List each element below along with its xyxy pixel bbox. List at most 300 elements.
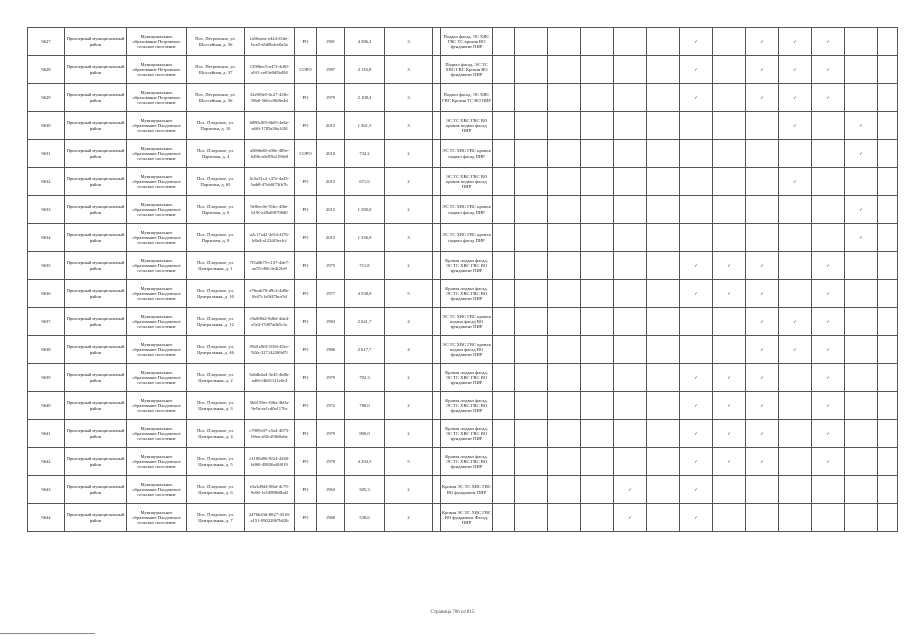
area-cell: 671,6 xyxy=(345,168,385,196)
district-cell: Приозерный муниципальный район xyxy=(65,476,127,504)
table-row xyxy=(28,420,898,448)
floors-cell: 4 xyxy=(385,336,433,364)
area-cell: 538,6 xyxy=(345,504,385,532)
district-cell: Приозерный муниципальный район xyxy=(65,28,127,56)
empty-check-cell xyxy=(614,420,647,448)
empty-check-cell xyxy=(581,280,614,308)
type-cell: РО xyxy=(295,224,317,252)
empty-check-cell xyxy=(878,224,898,252)
district-cell: Приозерный муниципальный район xyxy=(65,420,127,448)
year-cell: 1975 xyxy=(317,252,345,280)
empty-check-cell xyxy=(515,84,548,112)
empty-check-cell xyxy=(515,392,548,420)
empty-check-cell xyxy=(713,504,746,532)
empty-check-cell xyxy=(647,308,680,336)
row-number: 9640 xyxy=(28,392,65,420)
spacer-cell xyxy=(433,140,441,168)
area-cell: 2 617,7 xyxy=(345,336,385,364)
type-cell: РО xyxy=(295,168,317,196)
empty-check-cell xyxy=(515,364,548,392)
empty-check-cell xyxy=(845,280,878,308)
table-row xyxy=(28,504,898,532)
district-cell: Приозерный муниципальный район xyxy=(65,140,127,168)
empty-check-cell xyxy=(515,308,548,336)
area-cell: 1 361,5 xyxy=(345,112,385,140)
spacer-cell xyxy=(433,168,441,196)
checkmark-cell: ✓ xyxy=(680,392,713,420)
floors-cell: 2 xyxy=(385,252,433,280)
checkmark-cell: ✓ xyxy=(779,28,812,56)
empty-check-cell xyxy=(647,112,680,140)
empty-check-cell xyxy=(746,140,779,168)
work-types-cell: Кровля ЭС ТС ХВС ГВС ВО фундамент Фасад, ПИР xyxy=(441,504,493,532)
table-row xyxy=(28,28,898,56)
empty-check-cell xyxy=(647,504,680,532)
spacer-cell xyxy=(433,448,441,476)
house-id-cell: e76cab70-d9c2-4d8e-8e47c1a9f47bce5d xyxy=(245,280,295,308)
owner-cell: Муниципальное образование Плодовское сельское поселение xyxy=(127,448,187,476)
work-types-cell: Подвал фасад, ЭС ХВС ГВС Кровля ТС ВО ПИР xyxy=(441,84,493,112)
checkmark-cell: ✓ xyxy=(779,168,812,196)
floors-cell: 2 xyxy=(385,196,433,224)
address-cell: Пос. Плодовое, ул. Центральная, д. 6 xyxy=(187,476,245,504)
empty-check-cell xyxy=(680,336,713,364)
checkmark-cell: ✓ xyxy=(746,448,779,476)
empty-check-cell xyxy=(647,420,680,448)
empty-check-cell xyxy=(647,364,680,392)
spacer-cell xyxy=(433,196,441,224)
empty-check-cell xyxy=(493,84,515,112)
owner-cell: Муниципальное образование Плодовское сельское поселение xyxy=(127,476,187,504)
owner-cell: Муниципальное образование Плодовское сельское поселение xyxy=(127,280,187,308)
house-id-cell: a5066e8f-e00e-485e-b49b-a6e95b2190e8 xyxy=(245,140,295,168)
empty-check-cell xyxy=(548,280,581,308)
empty-check-cell xyxy=(647,252,680,280)
checkmark-cell: ✓ xyxy=(614,504,647,532)
empty-check-cell xyxy=(845,168,878,196)
owner-cell: Муниципальное образование Плодовское сельское поселение xyxy=(127,168,187,196)
empty-check-cell xyxy=(493,112,515,140)
empty-check-cell xyxy=(493,252,515,280)
empty-check-cell xyxy=(878,280,898,308)
empty-check-cell xyxy=(779,140,812,168)
empty-check-cell xyxy=(845,252,878,280)
empty-check-cell xyxy=(680,224,713,252)
house-id-cell: 5a6db4a4-3e45-4b8b-adfb-f4b81121e0c4 xyxy=(245,364,295,392)
year-cell: 2015 xyxy=(317,224,345,252)
house-id-cell: 6c5a31c2-c37e-4a45-bab8-47eb0f73fb7b xyxy=(245,168,295,196)
empty-check-cell xyxy=(647,168,680,196)
owner-cell: Муниципальное образование Плодовское сельское поселение xyxy=(127,308,187,336)
empty-check-cell xyxy=(812,504,845,532)
empty-check-cell xyxy=(647,84,680,112)
row-number: 9627 xyxy=(28,28,65,56)
address-cell: Пос. Плодовое, ул. Центральная, д. 46 xyxy=(187,336,245,364)
empty-check-cell xyxy=(713,112,746,140)
empty-check-cell xyxy=(581,420,614,448)
empty-check-cell xyxy=(548,56,581,84)
year-cell: 1979 xyxy=(317,364,345,392)
house-id-cell: 7f5a0b75-c137-4de7-ae55-d9fc3e4f2fe9 xyxy=(245,252,295,280)
empty-check-cell xyxy=(878,84,898,112)
floors-cell: 3 xyxy=(385,224,433,252)
owner-cell: Муниципальное образование Плодовское сельское поселение xyxy=(127,252,187,280)
empty-check-cell xyxy=(647,140,680,168)
empty-check-cell xyxy=(779,364,812,392)
row-number: 9638 xyxy=(28,336,65,364)
house-id-cell: e1180d06-9f24-4260-b060-48836af0f019 xyxy=(245,448,295,476)
table-row xyxy=(28,84,898,112)
checkmark-cell: ✓ xyxy=(680,420,713,448)
empty-check-cell xyxy=(581,476,614,504)
empty-check-cell xyxy=(548,196,581,224)
district-cell: Приозерный муниципальный район xyxy=(65,280,127,308)
type-cell: РО xyxy=(295,112,317,140)
empty-check-cell xyxy=(581,112,614,140)
work-types-cell: Кровля подвал фасад, ЭС ТС ХВС ГВС ВО фундамент ПИР xyxy=(441,364,493,392)
type-cell: РО xyxy=(295,476,317,504)
empty-check-cell xyxy=(548,224,581,252)
empty-check-cell xyxy=(812,140,845,168)
empty-check-cell xyxy=(515,420,548,448)
empty-check-cell xyxy=(845,364,878,392)
empty-check-cell xyxy=(548,252,581,280)
area-cell: 4 294,5 xyxy=(345,448,385,476)
district-cell: Приозерный муниципальный район xyxy=(65,224,127,252)
empty-check-cell xyxy=(647,28,680,56)
work-types-cell: ЭС ТС ХВС ГВС кровля подвал фасад ПИР xyxy=(441,224,493,252)
floors-cell: 5 xyxy=(385,448,433,476)
area-cell: 4 386,2 xyxy=(345,28,385,56)
empty-check-cell xyxy=(493,420,515,448)
checkmark-cell: ✓ xyxy=(713,392,746,420)
empty-check-cell xyxy=(713,140,746,168)
empty-check-cell xyxy=(548,392,581,420)
year-cell: 2015 xyxy=(317,168,345,196)
empty-check-cell xyxy=(581,196,614,224)
empty-check-cell xyxy=(581,336,614,364)
checkmark-cell: ✓ xyxy=(713,252,746,280)
work-types-cell: ЭС ТС ХВС ГВС кровля подвал фасад ПИР xyxy=(441,140,493,168)
row-number: 9634 xyxy=(28,224,65,252)
empty-check-cell xyxy=(614,224,647,252)
empty-check-cell xyxy=(647,448,680,476)
address-cell: Пос. Петровское, ул. Шоссейная, д. 37 xyxy=(187,56,245,84)
owner-cell: Муниципальное образование Плодовское сельское поселение xyxy=(127,420,187,448)
empty-check-cell xyxy=(581,224,614,252)
row-number: 9641 xyxy=(28,420,65,448)
checkmark-cell: ✓ xyxy=(614,476,647,504)
type-cell: РО xyxy=(295,336,317,364)
district-cell: Приозерный муниципальный район xyxy=(65,56,127,84)
checkmark-cell: ✓ xyxy=(746,252,779,280)
work-types-cell: ЭС ТС ХВС ГВС ВО кровля подвал фасад ПИР xyxy=(441,168,493,196)
checkmark-cell: ✓ xyxy=(812,28,845,56)
district-cell: Приозерный муниципальный район xyxy=(65,84,127,112)
spacer-cell xyxy=(433,56,441,84)
owner-cell: Муниципальное образование Петровское сельское поселение xyxy=(127,28,187,56)
empty-check-cell xyxy=(515,504,548,532)
checkmark-cell: ✓ xyxy=(845,224,878,252)
checkmark-cell: ✓ xyxy=(746,56,779,84)
row-number: 9629 xyxy=(28,84,65,112)
empty-check-cell xyxy=(515,252,548,280)
floors-cell: 2 xyxy=(385,420,433,448)
row-number: 9642 xyxy=(28,448,65,476)
empty-check-cell xyxy=(548,364,581,392)
spacer-cell xyxy=(433,364,441,392)
empty-check-cell xyxy=(878,476,898,504)
year-cell: 2015 xyxy=(317,112,345,140)
empty-check-cell xyxy=(614,252,647,280)
empty-check-cell xyxy=(493,336,515,364)
empty-check-cell xyxy=(493,364,515,392)
address-cell: Пос. Плодовое, ул. Центральная, д. 10 xyxy=(187,280,245,308)
checkmark-cell: ✓ xyxy=(680,280,713,308)
checkmark-cell: ✓ xyxy=(680,448,713,476)
type-cell: РО xyxy=(295,448,317,476)
empty-check-cell xyxy=(878,504,898,532)
empty-check-cell xyxy=(493,504,515,532)
row-number: 9631 xyxy=(28,140,65,168)
checkmark-cell: ✓ xyxy=(680,364,713,392)
empty-check-cell xyxy=(779,252,812,280)
floors-cell: 2 xyxy=(385,476,433,504)
spacer-cell xyxy=(433,504,441,532)
work-types-cell: Кровля подвал фасад, ЭС ТС ХВС ГВС ВО фундамент ПИР xyxy=(441,252,493,280)
table-row xyxy=(28,448,898,476)
house-id-cell: 5b6159ec-0f6a-4b0a-9e5a-ae1cd0a1176c xyxy=(245,392,295,420)
type-cell: РО xyxy=(295,280,317,308)
empty-check-cell xyxy=(878,140,898,168)
type-cell: РО xyxy=(295,308,317,336)
empty-check-cell xyxy=(548,168,581,196)
house-id-cell: b880c0f0-6b65-4e6e-a6f6-1785a36a1f20 xyxy=(245,112,295,140)
row-number: 9636 xyxy=(28,280,65,308)
spacer-cell xyxy=(433,420,441,448)
area-cell: 1 580,0 xyxy=(345,196,385,224)
checkmark-cell: ✓ xyxy=(680,28,713,56)
empty-check-cell xyxy=(548,28,581,56)
checkmark-cell: ✓ xyxy=(746,84,779,112)
empty-check-cell xyxy=(779,448,812,476)
empty-check-cell xyxy=(779,504,812,532)
checkmark-cell: ✓ xyxy=(812,420,845,448)
empty-check-cell xyxy=(713,196,746,224)
address-cell: Пос. Плодовое, ул. Центральная, д. 7 xyxy=(187,504,245,532)
house-id-cell: 2476643d-8027-4518-a151-09022867b02b xyxy=(245,504,295,532)
checkmark-cell: ✓ xyxy=(680,476,713,504)
year-cell: 1978 xyxy=(317,448,345,476)
owner-cell: Муниципальное образование Петровское сельское поселение xyxy=(127,56,187,84)
empty-check-cell xyxy=(746,504,779,532)
checkmark-cell: ✓ xyxy=(845,140,878,168)
table-row xyxy=(28,140,898,168)
empty-check-cell xyxy=(515,56,548,84)
empty-check-cell xyxy=(746,476,779,504)
row-number: 9643 xyxy=(28,476,65,504)
empty-check-cell xyxy=(779,224,812,252)
type-cell: РО xyxy=(295,420,317,448)
empty-check-cell xyxy=(581,392,614,420)
housing-register-table xyxy=(27,27,898,532)
empty-check-cell xyxy=(515,140,548,168)
checkmark-cell: ✓ xyxy=(779,112,812,140)
table-row xyxy=(28,336,898,364)
empty-check-cell xyxy=(548,448,581,476)
checkmark-cell: ✓ xyxy=(812,280,845,308)
page-footer: Страница 706 из 815 xyxy=(430,610,475,615)
year-cell: 1981 xyxy=(317,28,345,56)
empty-check-cell xyxy=(779,476,812,504)
empty-check-cell xyxy=(845,504,878,532)
empty-check-cell xyxy=(845,84,878,112)
checkmark-cell: ✓ xyxy=(812,364,845,392)
district-cell: Приозерный муниципальный район xyxy=(65,392,127,420)
empty-check-cell xyxy=(680,308,713,336)
address-cell: Пос. Плодовое, ул. Центральная, д. 2 xyxy=(187,364,245,392)
empty-check-cell xyxy=(845,336,878,364)
address-cell: Пос. Плодовое, ул. Центральная, д. 3 xyxy=(187,392,245,420)
spacer-cell xyxy=(433,308,441,336)
year-cell: 1977 xyxy=(317,280,345,308)
empty-check-cell xyxy=(878,392,898,420)
empty-check-cell xyxy=(581,252,614,280)
empty-check-cell xyxy=(515,168,548,196)
empty-check-cell xyxy=(515,476,548,504)
checkmark-cell: ✓ xyxy=(680,84,713,112)
empty-check-cell xyxy=(713,28,746,56)
type-cell: РО xyxy=(295,364,317,392)
year-cell: 1960 xyxy=(317,504,345,532)
empty-check-cell xyxy=(845,476,878,504)
empty-check-cell xyxy=(493,448,515,476)
floors-cell: 2 xyxy=(385,140,433,168)
owner-cell: Муниципальное образование Плодовское сельское поселение xyxy=(127,336,187,364)
type-cell: РО xyxy=(295,196,317,224)
empty-check-cell xyxy=(713,476,746,504)
table-row xyxy=(28,168,898,196)
empty-check-cell xyxy=(614,168,647,196)
empty-check-cell xyxy=(647,280,680,308)
empty-check-cell xyxy=(812,112,845,140)
year-cell: 1979 xyxy=(317,420,345,448)
empty-check-cell xyxy=(515,28,548,56)
spacer-cell xyxy=(433,84,441,112)
checkmark-cell: ✓ xyxy=(812,392,845,420)
table-row xyxy=(28,308,898,336)
area-cell: 2 621,7 xyxy=(345,308,385,336)
empty-check-cell xyxy=(493,56,515,84)
address-cell: Пос. Плодовое, ул. Центральная, д. 1 xyxy=(187,252,245,280)
empty-check-cell xyxy=(878,28,898,56)
row-number: 9639 xyxy=(28,364,65,392)
checkmark-cell: ✓ xyxy=(746,364,779,392)
empty-check-cell xyxy=(713,56,746,84)
empty-check-cell xyxy=(548,476,581,504)
empty-check-cell xyxy=(713,336,746,364)
empty-check-cell xyxy=(845,28,878,56)
empty-check-cell xyxy=(878,252,898,280)
empty-check-cell xyxy=(746,224,779,252)
checkmark-cell: ✓ xyxy=(746,308,779,336)
house-id-cell: 1290bec5-e47f-4c80-a9f1-ce03e9d5b494 xyxy=(245,56,295,84)
address-cell: Пос. Плодовое, ул. Центральная, д. 5 xyxy=(187,448,245,476)
empty-check-cell xyxy=(680,140,713,168)
year-cell: 2015 xyxy=(317,196,345,224)
address-cell: Пос. Петровское, ул. Шоссейная, д. 36 xyxy=(187,28,245,56)
address-cell: Пос. Плодовое, ул. Центральная, д. 12 xyxy=(187,308,245,336)
empty-check-cell xyxy=(548,420,581,448)
empty-check-cell xyxy=(845,392,878,420)
checkmark-cell: ✓ xyxy=(812,56,845,84)
page-edge-line xyxy=(0,633,95,634)
work-types-cell: Кровля подвал фасад, ЭС ТС ХВС ГВС ВО фундамент ПИР xyxy=(441,448,493,476)
empty-check-cell xyxy=(779,280,812,308)
district-cell: Приозерный муниципальный район xyxy=(65,308,127,336)
checkmark-cell: ✓ xyxy=(812,84,845,112)
area-cell: 4 538,0 xyxy=(345,280,385,308)
floors-cell: 4 xyxy=(385,308,433,336)
floors-cell: 2 xyxy=(385,392,433,420)
house-id-cell: a2c17a42-2e54-4f76-b8a4-a1234f3ecfcf xyxy=(245,224,295,252)
address-cell: Пос. Плодовое, ул. Партизан, д. 4 xyxy=(187,140,245,168)
empty-check-cell xyxy=(581,308,614,336)
empty-check-cell xyxy=(680,112,713,140)
district-cell: Приозерный муниципальный район xyxy=(65,196,127,224)
floors-cell: 5 xyxy=(385,280,433,308)
empty-check-cell xyxy=(614,392,647,420)
empty-check-cell xyxy=(515,336,548,364)
empty-check-cell xyxy=(493,280,515,308)
owner-cell: Муниципальное образование Петровское сельское поселение xyxy=(127,84,187,112)
empty-check-cell xyxy=(614,448,647,476)
empty-check-cell xyxy=(713,168,746,196)
checkmark-cell: ✓ xyxy=(779,336,812,364)
work-types-cell: ЭС ТС ХВС ГВС кровля подвал фасад ПИР xyxy=(441,196,493,224)
empty-check-cell xyxy=(515,112,548,140)
empty-check-cell xyxy=(812,476,845,504)
address-cell: Пос. Плодовое, ул. Партизан, д. 8 xyxy=(187,224,245,252)
row-number: 9644 xyxy=(28,504,65,532)
empty-check-cell xyxy=(878,448,898,476)
empty-check-cell xyxy=(515,224,548,252)
empty-check-cell xyxy=(647,224,680,252)
checkmark-cell: ✓ xyxy=(680,56,713,84)
empty-check-cell xyxy=(614,140,647,168)
checkmark-cell: ✓ xyxy=(746,420,779,448)
empty-check-cell xyxy=(548,504,581,532)
house-id-cell: 32e9f0e5-6c27-4f3b-98a0-5b0cc06f8e4d xyxy=(245,84,295,112)
checkmark-cell: ✓ xyxy=(845,196,878,224)
empty-check-cell xyxy=(548,84,581,112)
house-id-cell: 9e0fec0e-91bc-4f6e-b19f-a28a0f8796d0 xyxy=(245,196,295,224)
empty-check-cell xyxy=(647,196,680,224)
empty-check-cell xyxy=(493,224,515,252)
row-number: 9628 xyxy=(28,56,65,84)
spacer-cell xyxy=(433,392,441,420)
empty-check-cell xyxy=(878,364,898,392)
empty-check-cell xyxy=(845,420,878,448)
empty-check-cell xyxy=(614,364,647,392)
area-cell: 788,0 xyxy=(345,392,385,420)
work-types-cell: Кровля подвал фасад, ЭС ТС ХВС ГВС ВО фундамент ПИР xyxy=(441,420,493,448)
work-types-cell: ЭС ТС ХВС ГВС ВО кровля подвал фасад ПИР xyxy=(441,112,493,140)
address-cell: Пос. Плодовое, ул. Центральная, д. 4 xyxy=(187,420,245,448)
type-cell: РО xyxy=(295,252,317,280)
empty-check-cell xyxy=(581,56,614,84)
spacer-cell xyxy=(433,112,441,140)
